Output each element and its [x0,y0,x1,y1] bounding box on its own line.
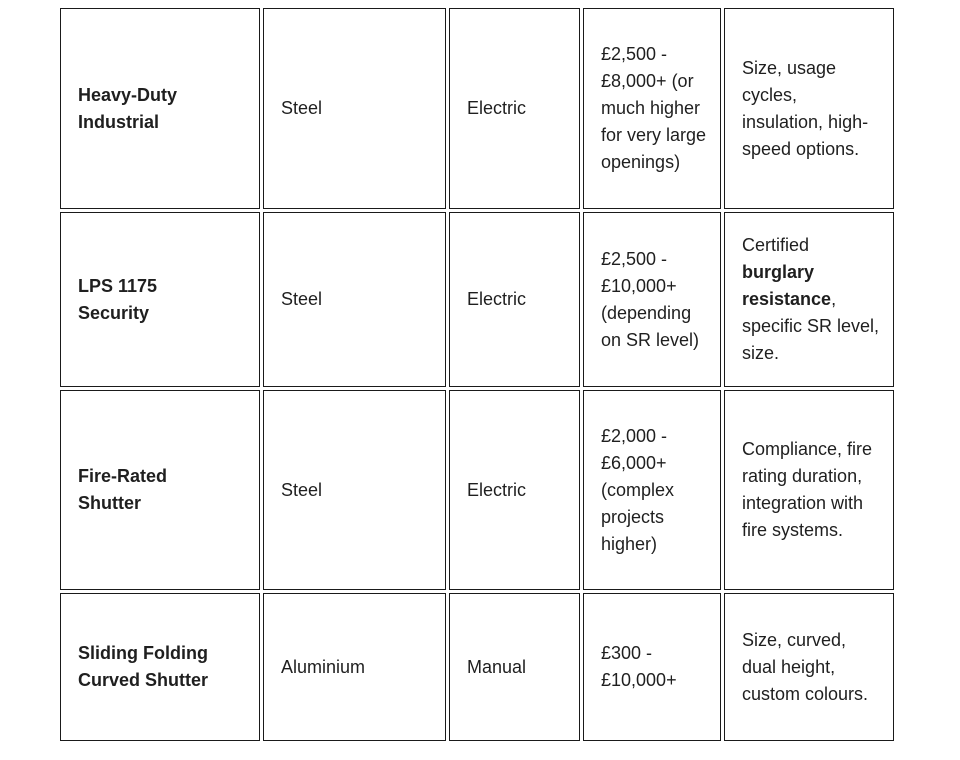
material-cell: Steel [263,212,446,387]
material-cell: Steel [263,390,446,590]
operation-cell: Electric [449,212,580,387]
operation-cell: Manual [449,593,580,741]
factors-cell [724,593,894,741]
factors-text: , specific SR level, size. [742,289,880,363]
shutter-type-cell: Sliding Folding Curved Shutter [60,593,260,741]
cost-cell: £2,500 - £10,000+ (depending on SR level) [583,212,721,387]
factors-text: Certified [742,235,810,255]
factors-cell [724,390,894,590]
cost-cell: £300 - £10,000+ [583,593,721,741]
operation-cell: Electric [449,390,580,590]
table-row [60,212,894,387]
factors-text: Size, curved, dual height, custom colours. [742,629,869,704]
factors-cell [724,8,894,209]
table-row [60,390,894,590]
table-row [60,593,894,741]
shutter-type-cell: Fire-Rated Shutter [60,390,260,590]
shutter-type-cell: Heavy-Duty Industrial [60,8,260,209]
table-row [60,8,894,209]
material-cell: Aluminium [263,593,446,741]
cost-cell: £2,000 - £6,000+ (complex projects higher) [583,390,721,590]
operation-cell: Electric [449,8,580,209]
factors-text: Size, usage cycles, insulation, high-speed options. [742,57,869,159]
shutter-type-cell: LPS 1175 Security [60,212,260,387]
factors-text: Compliance, fire rating duration, integration with fire systems. [742,439,873,540]
cost-cell: £2,500 - £8,000+ (or much higher for very large openings) [583,8,721,209]
factors-cell [724,212,894,387]
shutter-comparison-table [57,5,897,744]
factors-emphasis: burglary resistance [742,262,832,309]
material-cell: Steel [263,8,446,209]
shutter-comparison-table-container [57,5,897,744]
